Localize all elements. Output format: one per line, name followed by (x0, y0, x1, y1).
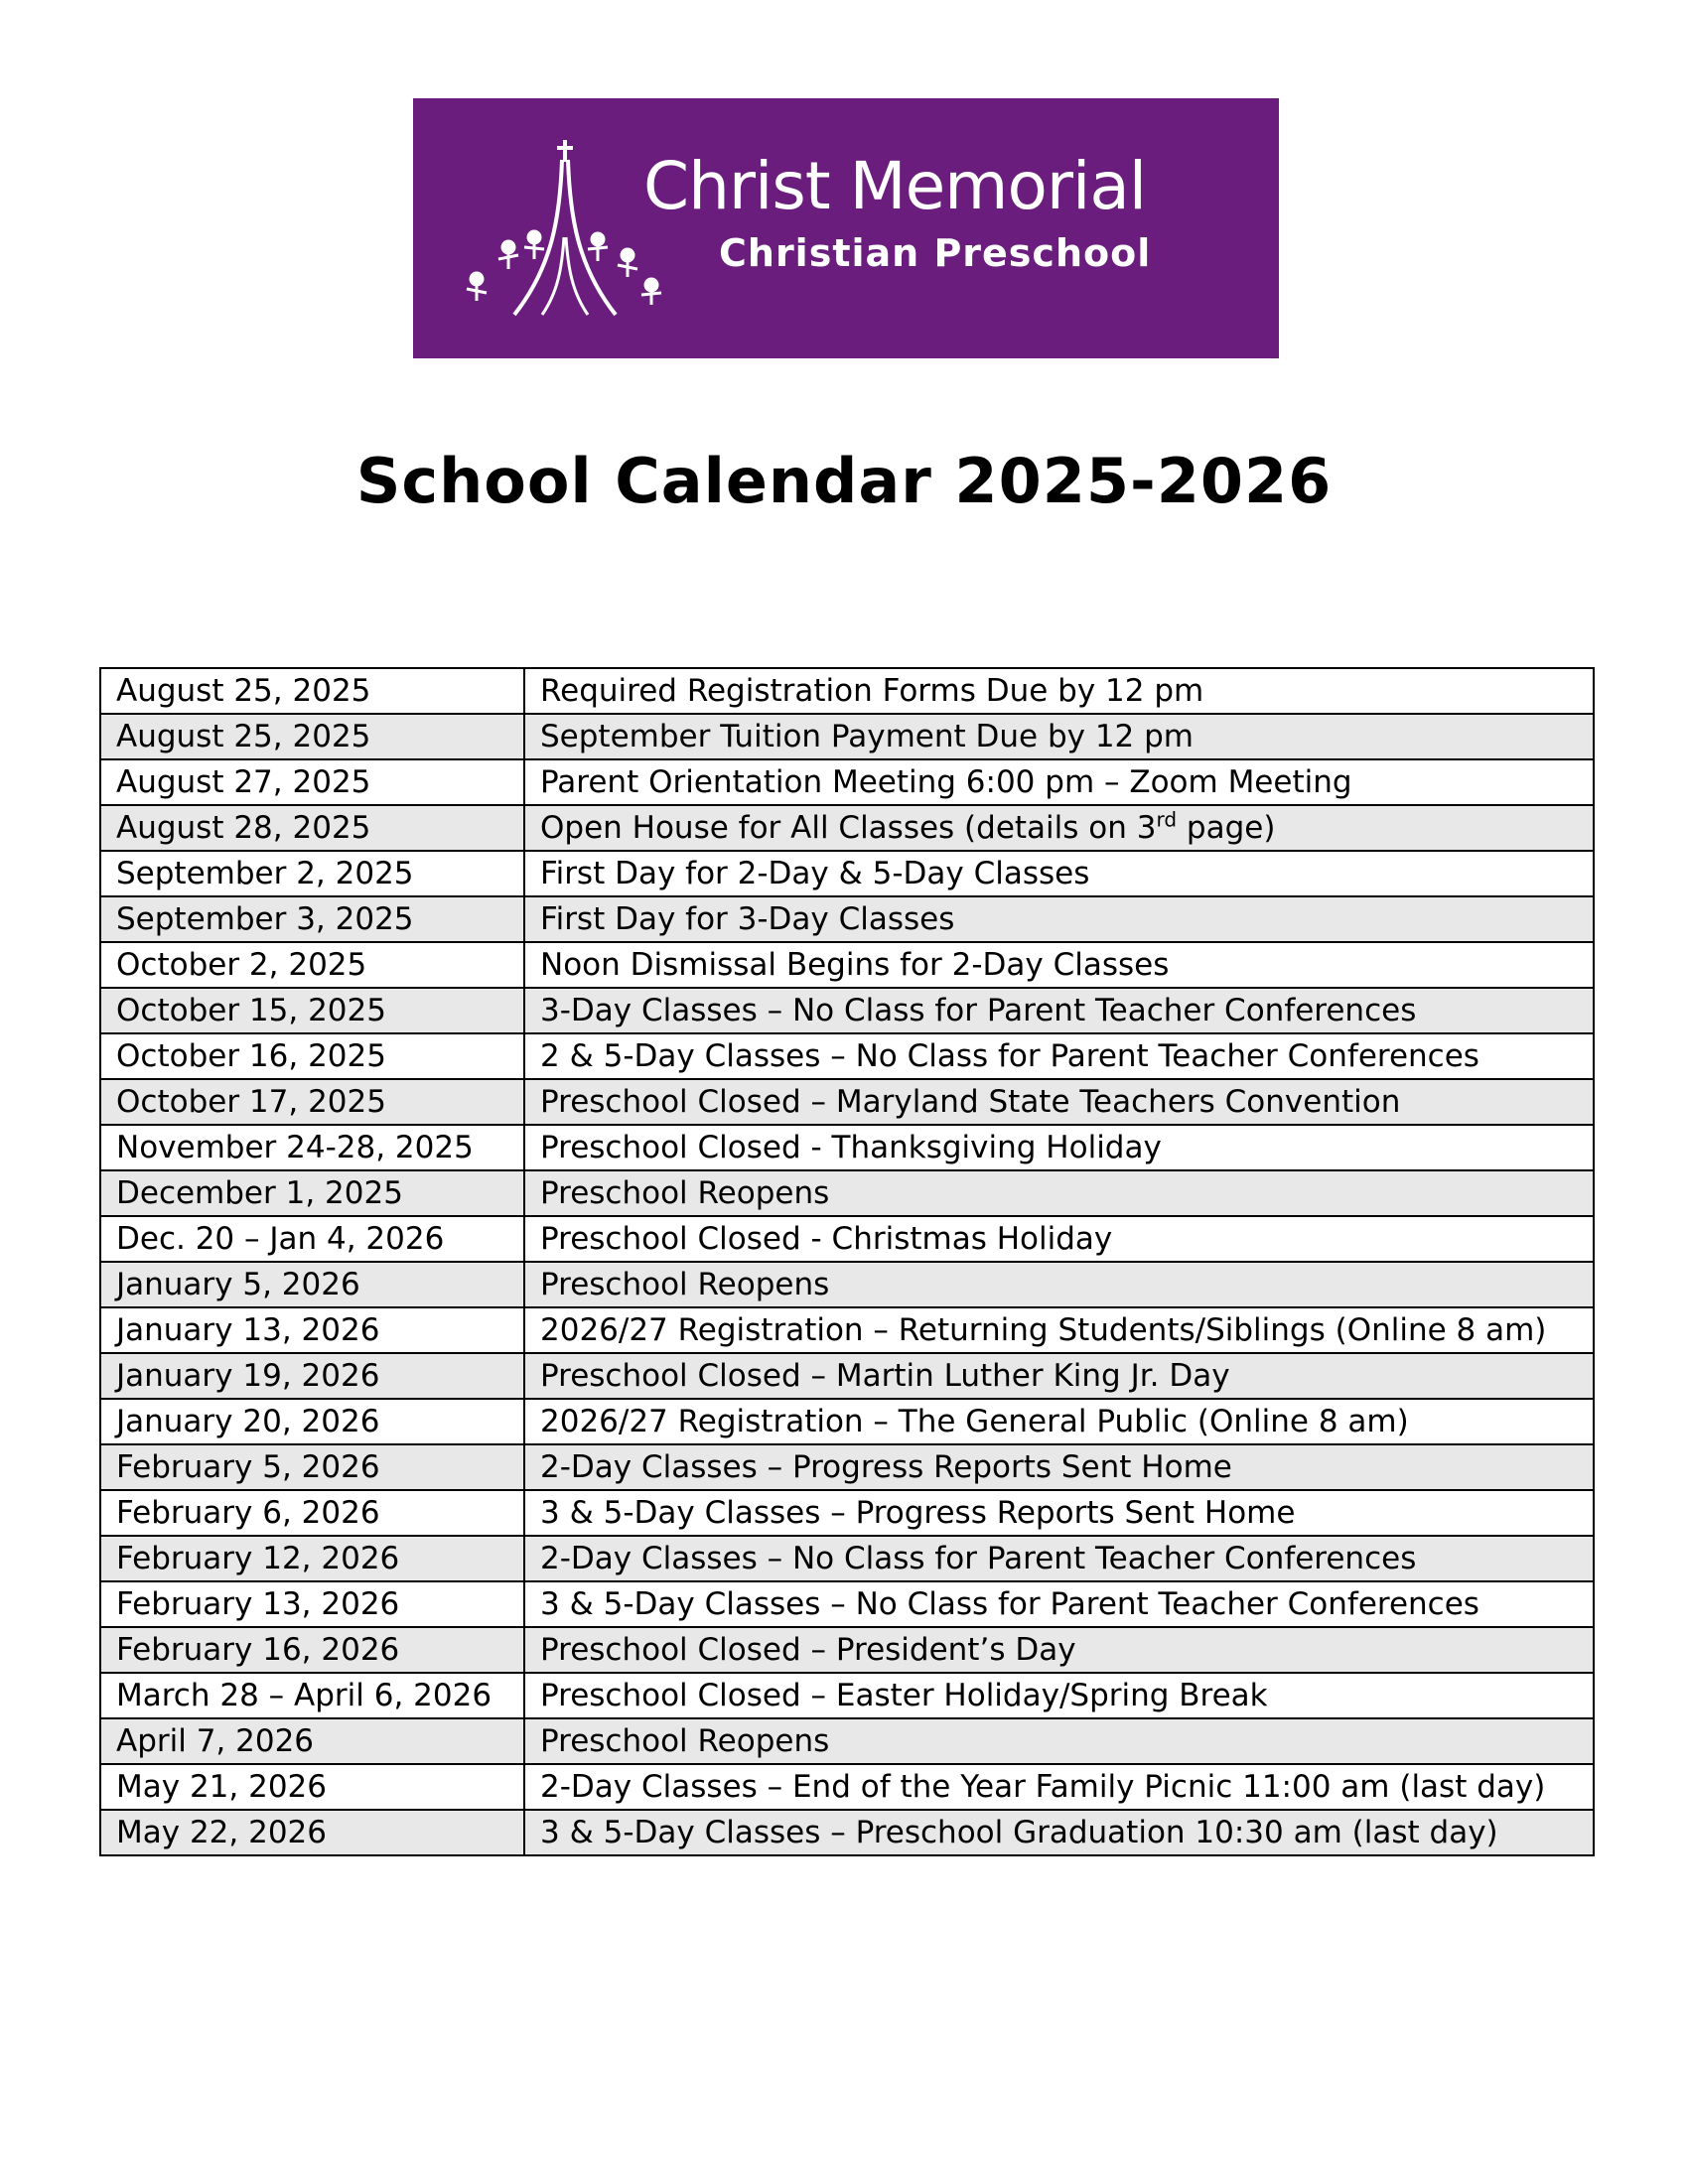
calendar-event-cell: 2-Day Classes – End of the Year Family Picnic 11:00 am (last day) (524, 1764, 1594, 1810)
logo-name-line2: Christian Preschool (719, 231, 1152, 275)
calendar-row (100, 759, 1594, 805)
calendar-event-text: Open House for All Classes (details on 3 (540, 810, 1157, 846)
calendar-row (100, 1444, 1594, 1490)
calendar-row (100, 1353, 1594, 1399)
calendar-event-cell: 3 & 5-Day Classes – Preschool Graduation 10:30 am (last day) (524, 1810, 1594, 1855)
calendar-event-cell: 2-Day Classes – Progress Reports Sent Home (524, 1444, 1594, 1490)
page-title: School Calendar 2025-2026 (355, 445, 1333, 517)
calendar-row (100, 714, 1594, 759)
calendar-date-cell: January 20, 2026 (100, 1399, 524, 1444)
calendar-row (100, 1810, 1594, 1855)
calendar-event-cell: Required Registration Forms Due by 12 pm (524, 668, 1594, 714)
calendar-event-cell: Preschool Closed - Christmas Holiday (524, 1216, 1594, 1262)
calendar-row (100, 668, 1594, 714)
calendar-date-cell: April 7, 2026 (100, 1718, 524, 1764)
calendar-date-cell: August 25, 2025 (100, 668, 524, 714)
calendar-date-cell: November 24-28, 2025 (100, 1125, 524, 1170)
calendar-date-cell: February 16, 2026 (100, 1627, 524, 1673)
calendar-row (100, 1399, 1594, 1444)
ordinal-superscript: rd (1156, 807, 1178, 832)
calendar-row (100, 1079, 1594, 1125)
calendar-row (100, 896, 1594, 942)
calendar-event-cell: Preschool Closed - Thanksgiving Holiday (524, 1125, 1594, 1170)
calendar-row (100, 1718, 1594, 1764)
calendar-event-cell: Preschool Closed – Martin Luther King Jr. Day (524, 1353, 1594, 1399)
calendar-row (100, 1307, 1594, 1353)
calendar-row (100, 1536, 1594, 1581)
calendar-row (100, 1170, 1594, 1216)
calendar-row (100, 1627, 1594, 1673)
calendar-row (100, 1262, 1594, 1307)
calendar-date-cell: December 1, 2025 (100, 1170, 524, 1216)
calendar-row (100, 1673, 1594, 1718)
calendar-date-cell: January 13, 2026 (100, 1307, 524, 1353)
calendar-date-cell: March 28 – April 6, 2026 (100, 1673, 524, 1718)
calendar-event-cell: 2-Day Classes – No Class for Parent Teacher Conferences (524, 1536, 1594, 1581)
calendar-row (100, 851, 1594, 896)
calendar-row (100, 988, 1594, 1033)
calendar-date-cell: January 5, 2026 (100, 1262, 524, 1307)
calendar-date-cell: February 6, 2026 (100, 1490, 524, 1536)
calendar-date-cell: January 19, 2026 (100, 1353, 524, 1399)
calendar-date-cell: August 27, 2025 (100, 759, 524, 805)
school-logo (413, 98, 1279, 358)
calendar-date-cell: October 16, 2025 (100, 1033, 524, 1079)
calendar-event-cell: Preschool Closed – Easter Holiday/Spring Break (524, 1673, 1594, 1718)
calendar-event-cell: Preschool Reopens (524, 1170, 1594, 1216)
calendar-date-cell: August 28, 2025 (100, 805, 524, 851)
calendar-date-cell: October 15, 2025 (100, 988, 524, 1033)
calendar-event-cell: 3 & 5-Day Classes – Progress Reports Sent Home (524, 1490, 1594, 1536)
calendar-event-cell: Preschool Reopens (524, 1718, 1594, 1764)
calendar-event-cell: 3-Day Classes – No Class for Parent Teacher Conferences (524, 988, 1594, 1033)
calendar-date-cell: Dec. 20 – Jan 4, 2026 (100, 1216, 524, 1262)
calendar-date-cell: February 13, 2026 (100, 1581, 524, 1627)
calendar-date-cell: October 2, 2025 (100, 942, 524, 988)
calendar-row (100, 1581, 1594, 1627)
calendar-event-cell: 3 & 5-Day Classes – No Class for Parent Teacher Conferences (524, 1581, 1594, 1627)
calendar-row (100, 1764, 1594, 1810)
calendar-event-cell: 2026/27 Registration – Returning Students/Siblings (Online 8 am) (524, 1307, 1594, 1353)
calendar-date-cell: October 17, 2025 (100, 1079, 524, 1125)
calendar-event-cell: 2026/27 Registration – The General Public (Online 8 am) (524, 1399, 1594, 1444)
calendar-event-cell: 2 & 5-Day Classes – No Class for Parent Teacher Conferences (524, 1033, 1594, 1079)
calendar-date-cell: May 22, 2026 (100, 1810, 524, 1855)
calendar-date-cell: September 2, 2025 (100, 851, 524, 896)
calendar-event-cell: September Tuition Payment Due by 12 pm (524, 714, 1594, 759)
calendar-row (100, 1216, 1594, 1262)
calendar-table (99, 667, 1595, 1856)
calendar-event-cell: First Day for 2-Day & 5-Day Classes (524, 851, 1594, 896)
steeple-with-children-icon (413, 98, 1279, 358)
calendar-row (100, 942, 1594, 988)
calendar-event-cell: Preschool Reopens (524, 1262, 1594, 1307)
calendar-event-cell: Preschool Closed – Maryland State Teachers Convention (524, 1079, 1594, 1125)
calendar-event-cell: First Day for 3-Day Classes (524, 896, 1594, 942)
calendar-event-cell: Noon Dismissal Begins for 2-Day Classes (524, 942, 1594, 988)
logo-name-line1: Christ Memorial (643, 148, 1147, 224)
calendar-date-cell: February 5, 2026 (100, 1444, 524, 1490)
calendar-event-cell: Preschool Closed – President’s Day (524, 1627, 1594, 1673)
calendar-event-cell (524, 805, 1594, 851)
calendar-event-text: page) (1177, 810, 1276, 846)
calendar-event-cell: Parent Orientation Meeting 6:00 pm – Zoom Meeting (524, 759, 1594, 805)
calendar-row (100, 1490, 1594, 1536)
calendar-date-cell: May 21, 2026 (100, 1764, 524, 1810)
calendar-date-cell: September 3, 2025 (100, 896, 524, 942)
calendar-row (100, 1033, 1594, 1079)
calendar-date-cell: February 12, 2026 (100, 1536, 524, 1581)
calendar-date-cell: August 25, 2025 (100, 714, 524, 759)
calendar-row (100, 1125, 1594, 1170)
calendar-row (100, 805, 1594, 851)
